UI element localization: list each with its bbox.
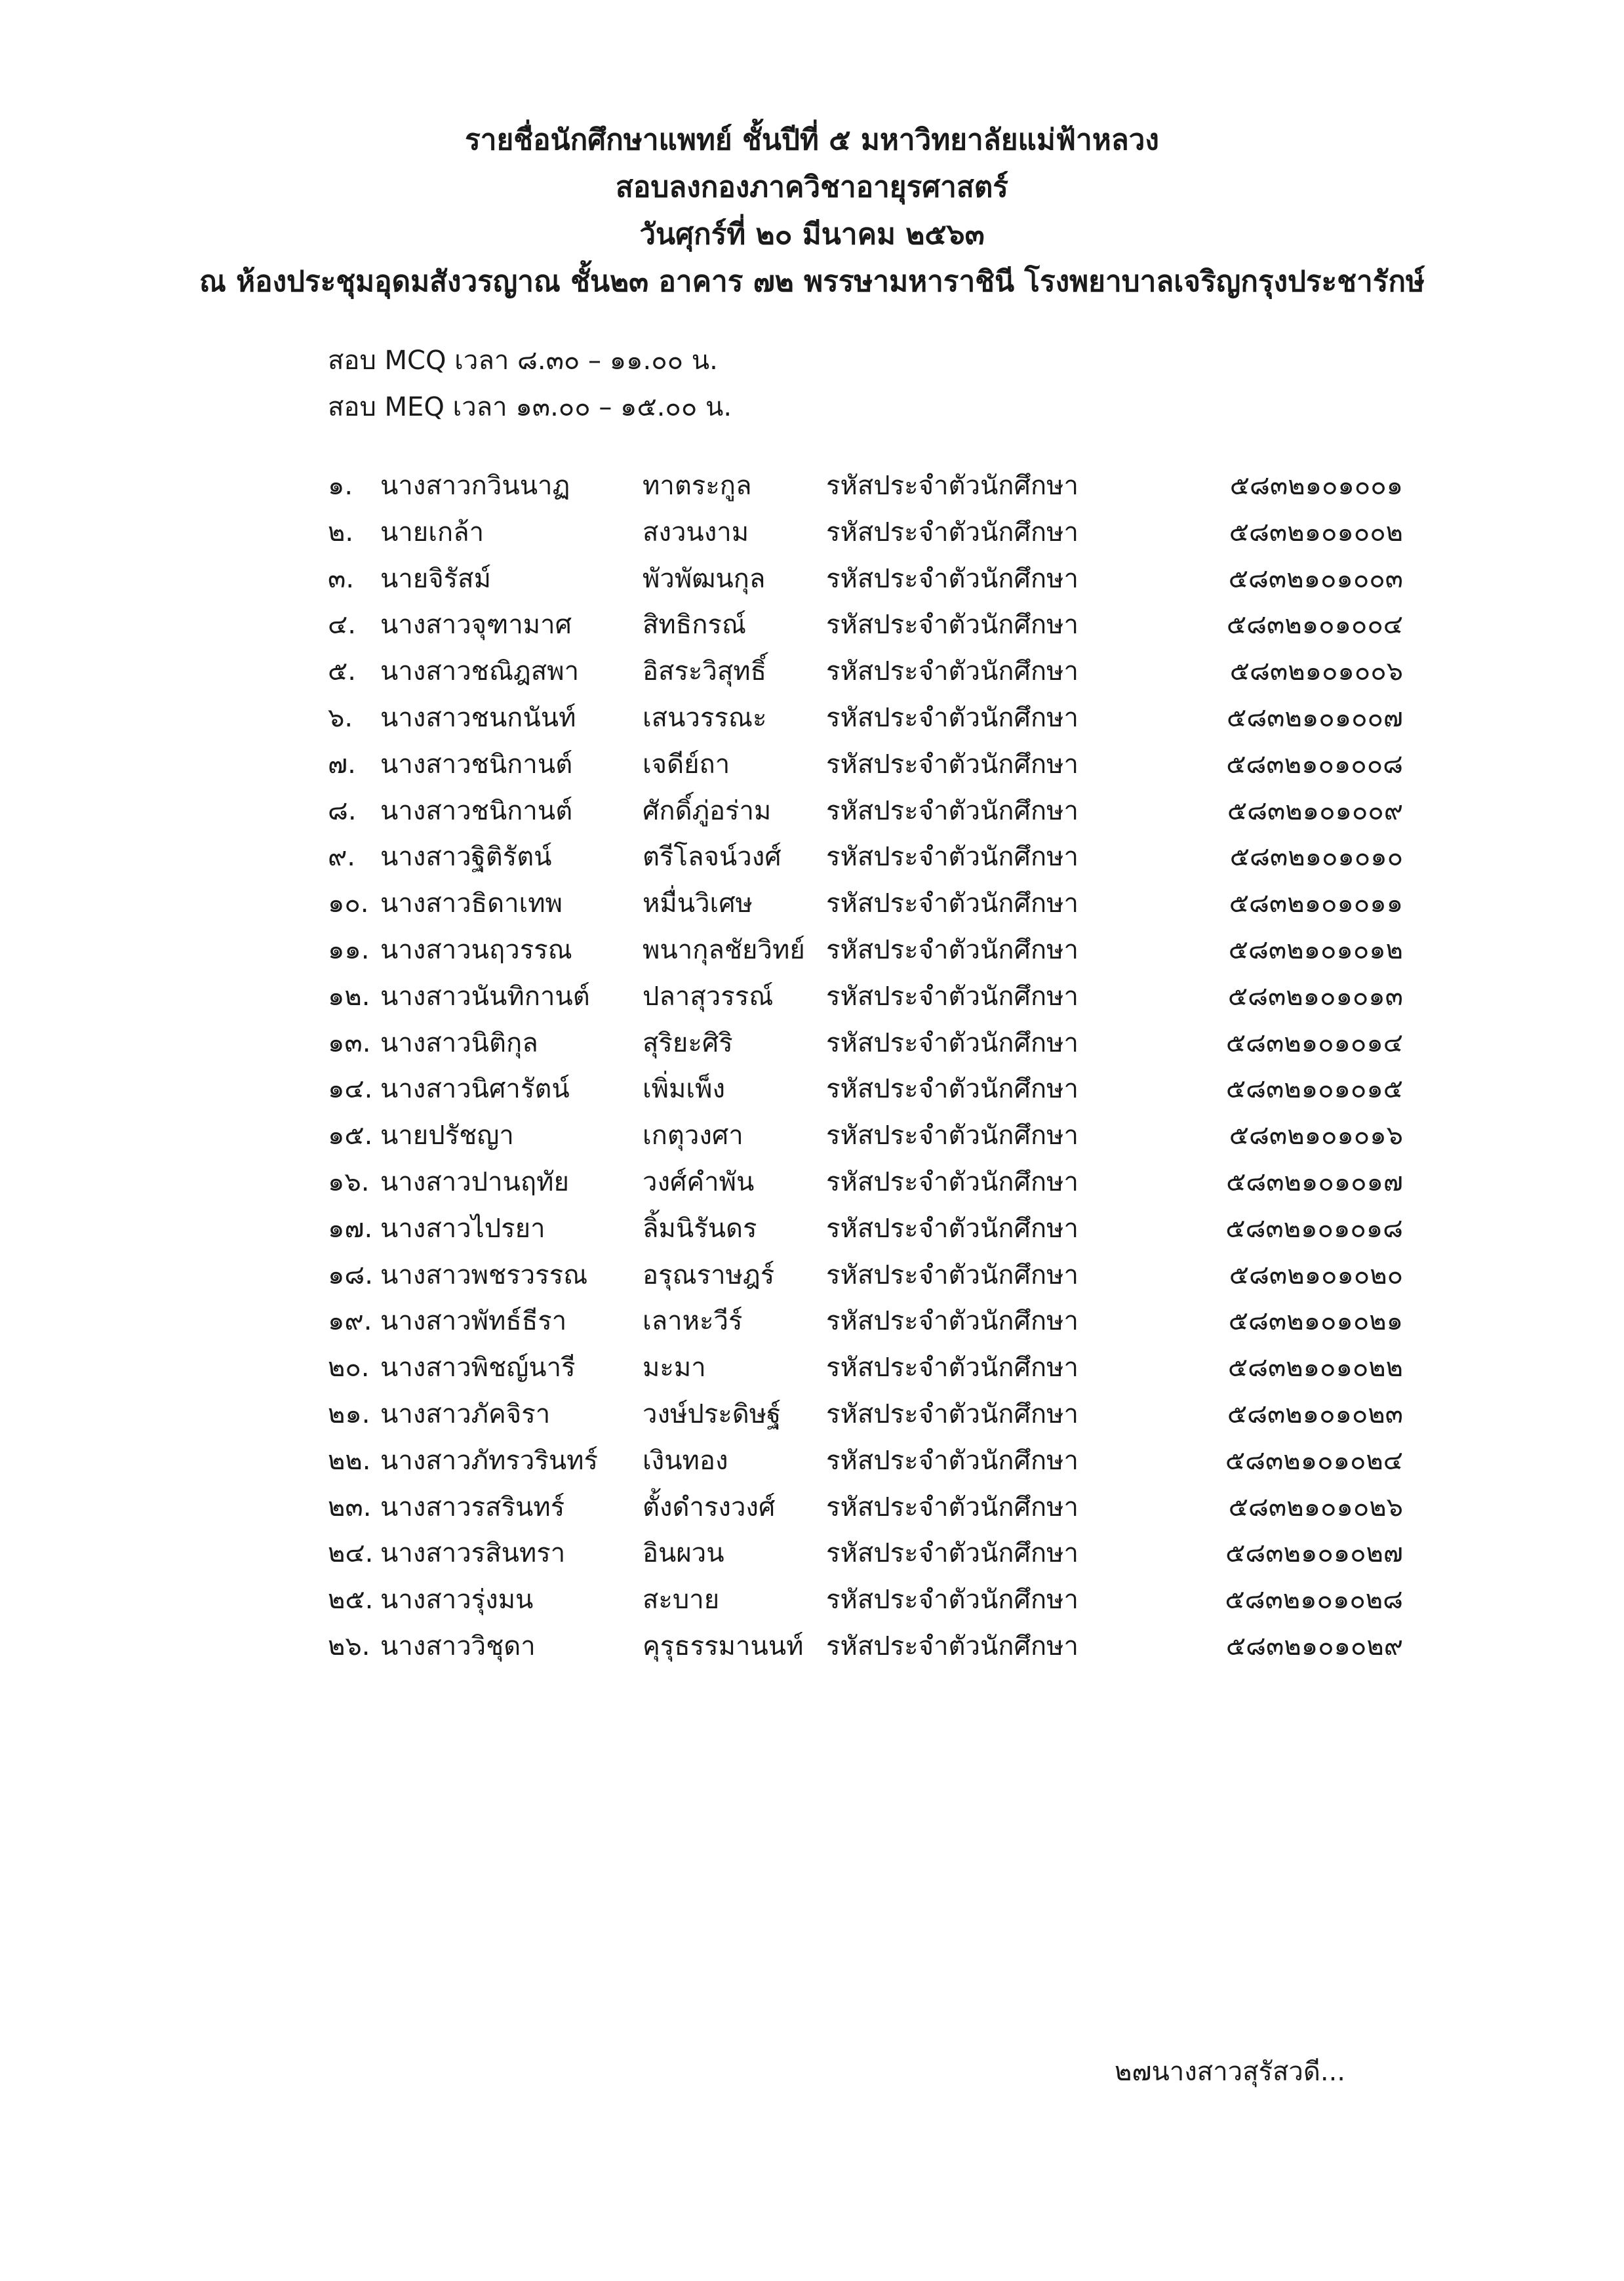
student-row xyxy=(328,556,1403,603)
student-id-label: รหัสประจำตัวนักศึกษา xyxy=(826,888,1079,919)
student-id: ๕๘๓๒๑๐๑๐๒๑ xyxy=(1228,1306,1403,1337)
student-last-name: ปลาสุวรรณ์ xyxy=(643,981,774,1012)
student-first-name: นางสาวจุฑามาศ xyxy=(380,610,572,641)
student-id: ๕๘๓๒๑๐๑๐๒๙ xyxy=(1225,1631,1403,1661)
student-id-label: รหัสประจำตัวนักศึกษา xyxy=(826,702,1079,733)
student-id: ๕๘๓๒๑๐๑๐๐๓ xyxy=(1228,563,1403,594)
student-first-name: นางสาวรสรินทร์ xyxy=(380,1492,565,1522)
student-id-label: รหัสประจำตัวนักศึกษา xyxy=(826,610,1079,641)
student-id-label: รหัสประจำตัวนักศึกษา xyxy=(826,1585,1079,1616)
student-row xyxy=(328,1345,1403,1391)
student-number: ๒๒. xyxy=(328,1445,371,1476)
student-id: ๕๘๓๒๑๐๑๐๒๓ xyxy=(1227,1398,1403,1429)
student-id-label: รหัสประจำตัวนักศึกษา xyxy=(826,563,1079,594)
student-row xyxy=(328,1484,1403,1531)
student-row xyxy=(328,1066,1403,1113)
student-first-name: นางสาวนฤวรรณ xyxy=(380,934,572,965)
student-last-name: ศักดิ์ภู่อร่าม xyxy=(643,795,772,826)
student-row xyxy=(328,1113,1403,1159)
student-row xyxy=(328,881,1403,927)
student-id-label: รหัสประจำตัวนักศึกษา xyxy=(826,1213,1079,1244)
student-last-name: เลาหะวีร์ xyxy=(643,1306,743,1337)
student-row xyxy=(328,1206,1403,1252)
student-row xyxy=(328,602,1403,648)
student-id-label: รหัสประจำตัวนักศึกษา xyxy=(826,1166,1079,1197)
student-first-name: นางสาวนิติกุล xyxy=(380,1027,538,1058)
student-last-name: วงษ์ประดิษฐ์ xyxy=(643,1398,782,1429)
student-row xyxy=(328,927,1403,974)
student-last-name: วงศ์คำพัน xyxy=(643,1166,755,1197)
student-number: ๒๐. xyxy=(328,1353,370,1383)
student-id: ๕๘๓๒๑๐๑๐๑๒ xyxy=(1228,934,1403,965)
student-id: ๕๘๓๒๑๐๑๐๑๑ xyxy=(1229,888,1403,919)
student-number: ๔. xyxy=(328,610,356,641)
student-id-label: รหัสประจำตัวนักศึกษา xyxy=(826,1445,1079,1476)
student-row xyxy=(328,1252,1403,1299)
student-last-name: สุริยะศิริ xyxy=(643,1027,733,1058)
student-id: ๕๘๓๒๑๐๑๐๒๖ xyxy=(1228,1492,1403,1522)
student-first-name: นางสาวชนิกานต์ xyxy=(380,749,573,780)
schedule-mcq: สอบ MCQ เวลา ๘.๓๐ – ๑๑.๐๐ น. xyxy=(328,346,718,376)
document-header xyxy=(0,117,1624,306)
student-id: ๕๘๓๒๑๐๑๐๑๗ xyxy=(1226,1166,1403,1197)
student-number: ๑๔. xyxy=(328,1074,373,1105)
student-row xyxy=(328,1020,1403,1067)
student-id-label: รหัสประจำตัวนักศึกษา xyxy=(826,517,1079,547)
student-last-name: ทาตระกูล xyxy=(643,471,752,501)
student-first-name: นางสาวชณิฎสพา xyxy=(380,656,580,687)
student-id: ๕๘๓๒๑๐๑๐๑๕ xyxy=(1225,1074,1403,1105)
student-last-name: อินผวน xyxy=(643,1538,724,1569)
student-number: ๒. xyxy=(328,517,354,547)
student-first-name: นางสาวนันทิกานต์ xyxy=(380,981,590,1012)
student-id-label: รหัสประจำตัวนักศึกษา xyxy=(826,934,1079,965)
student-row xyxy=(328,788,1403,835)
student-id-label: รหัสประจำตัวนักศึกษา xyxy=(826,656,1079,687)
student-row xyxy=(328,1391,1403,1438)
student-row xyxy=(328,974,1403,1020)
student-last-name: ลิ้มนิรันดร xyxy=(643,1213,757,1244)
student-first-name: นายเกล้า xyxy=(380,517,485,547)
student-row xyxy=(328,1159,1403,1206)
student-last-name: ตรีโลจน์วงศ์ xyxy=(643,842,782,873)
student-last-name: สงวนงาม xyxy=(643,517,749,547)
student-number: ๕. xyxy=(328,656,356,687)
student-last-name: เจดีย์ถา xyxy=(643,749,730,780)
student-first-name: นางสาวไปรยา xyxy=(380,1213,545,1244)
student-row xyxy=(328,695,1403,742)
student-number: ๑๗. xyxy=(328,1213,373,1244)
student-number: ๒๔. xyxy=(328,1538,374,1569)
student-number: ๖. xyxy=(328,702,353,733)
student-last-name: สิทธิกรณ์ xyxy=(643,610,747,641)
student-id: ๕๘๓๒๑๐๑๐๒๔ xyxy=(1225,1445,1403,1476)
student-number: ๒๖. xyxy=(328,1631,370,1661)
student-number: ๑๓. xyxy=(328,1027,371,1058)
student-first-name: นายปรัชญา xyxy=(380,1121,514,1151)
student-number: ๒๑. xyxy=(328,1398,370,1429)
student-first-name: นางสาวชนิกานต์ xyxy=(380,795,573,826)
student-row xyxy=(328,1577,1403,1623)
student-id-label: รหัสประจำตัวนักศึกษา xyxy=(826,1306,1079,1337)
student-id-label: รหัสประจำตัวนักศึกษา xyxy=(826,981,1079,1012)
student-last-name: เสนวรรณะ xyxy=(643,702,767,733)
student-id-label: รหัสประจำตัวนักศึกษา xyxy=(826,1492,1079,1522)
student-id-label: รหัสประจำตัวนักศึกษา xyxy=(826,1398,1079,1429)
student-id-label: รหัสประจำตัวนักศึกษา xyxy=(826,1631,1079,1661)
student-id-label: รหัสประจำตัวนักศึกษา xyxy=(826,1260,1079,1290)
header-exam-date: วันศุกร์ที่ ๒๐ มีนาคม ๒๕๖๓ xyxy=(639,218,985,251)
exam-schedule xyxy=(328,338,732,431)
student-id: ๕๘๓๒๑๐๑๐๑๐ xyxy=(1229,842,1403,873)
header-exam-subject: สอบลงกองภาควิชาอายุรศาสตร์ xyxy=(616,170,1008,204)
student-row xyxy=(328,1438,1403,1484)
student-id: ๕๘๓๒๑๐๑๐๐๘ xyxy=(1226,749,1403,780)
student-row xyxy=(328,463,1403,509)
student-first-name: นางสาวนิศารัตน์ xyxy=(380,1074,570,1105)
student-number: ๗. xyxy=(328,749,356,780)
student-id: ๕๘๓๒๑๐๑๐๐๙ xyxy=(1227,795,1403,826)
student-id: ๕๘๓๒๑๐๑๐๒๘ xyxy=(1225,1585,1403,1616)
student-id-label: รหัสประจำตัวนักศึกษา xyxy=(826,1121,1079,1151)
student-number: ๑๙. xyxy=(328,1306,372,1337)
student-number: ๘. xyxy=(328,795,357,826)
student-number: ๑. xyxy=(328,471,353,501)
student-row xyxy=(328,1298,1403,1345)
student-number: ๑๘. xyxy=(328,1260,373,1290)
student-number: ๙. xyxy=(328,842,356,873)
student-last-name: อิสระวิสุทธิ์ xyxy=(643,656,767,687)
student-last-name: สะบาย xyxy=(643,1585,720,1616)
student-id: ๕๘๓๒๑๐๑๐๐๖ xyxy=(1229,656,1403,687)
student-first-name: นางสาวพิชญ์นารี xyxy=(380,1353,576,1383)
student-number: ๑๒. xyxy=(328,981,370,1012)
student-last-name: พนากุลชัยวิทย์ xyxy=(643,934,805,965)
student-number: ๒๓. xyxy=(328,1492,372,1522)
student-id: ๕๘๓๒๑๐๑๐๒๗ xyxy=(1225,1538,1403,1569)
student-first-name: นางสาวชนกนันท์ xyxy=(380,702,576,733)
student-row xyxy=(328,742,1403,788)
student-id: ๕๘๓๒๑๐๑๐๐๑ xyxy=(1229,471,1403,501)
student-last-name: พัวพัฒนกุล xyxy=(643,563,766,594)
schedule-meq: สอบ MEQ เวลา ๑๓.๐๐ – ๑๕.๐๐ น. xyxy=(328,392,732,422)
student-first-name: นางสาวภัคจิรา xyxy=(380,1398,551,1429)
student-number: ๑๕. xyxy=(328,1121,373,1151)
student-id: ๕๘๓๒๑๐๑๐๐๒ xyxy=(1229,517,1403,547)
student-last-name: ตั้งดำรงวงศ์ xyxy=(643,1492,776,1522)
student-first-name: นางสาวฐิติรัตน์ xyxy=(380,842,552,873)
student-id-label: รหัสประจำตัวนักศึกษา xyxy=(826,471,1079,501)
student-id-label: รหัสประจำตัวนักศึกษา xyxy=(826,1074,1079,1105)
student-row xyxy=(328,1623,1403,1670)
student-first-name: นางสาวพชรวรรณ xyxy=(380,1260,588,1290)
student-first-name: นายจิรัสม์ xyxy=(380,563,491,594)
header-title: รายชื่อนักศึกษาแพทย์ ชั้นปีที่ ๕ มหาวิทยาลัยแม่ฟ้าหลวง xyxy=(465,123,1159,157)
student-number: ๑๖. xyxy=(328,1166,370,1197)
student-id-label: รหัสประจำตัวนักศึกษา xyxy=(826,749,1079,780)
student-last-name: เงินทอง xyxy=(643,1445,728,1476)
student-id: ๕๘๓๒๑๐๑๐๑๓ xyxy=(1227,981,1403,1012)
student-id: ๕๘๓๒๑๐๑๐๑๔ xyxy=(1225,1027,1403,1058)
student-id: ๕๘๓๒๑๐๑๐๑๖ xyxy=(1229,1121,1403,1151)
student-id-label: รหัสประจำตัวนักศึกษา xyxy=(826,1538,1079,1569)
student-last-name: คุรุธรรมานนท์ xyxy=(643,1631,804,1661)
student-id-label: รหัสประจำตัวนักศึกษา xyxy=(826,1353,1079,1383)
student-last-name: อรุณราษฎร์ xyxy=(643,1260,775,1290)
student-first-name: นางสาวภัทรวรินทร์ xyxy=(380,1445,599,1476)
student-id: ๕๘๓๒๑๐๑๐๒๒ xyxy=(1227,1353,1403,1383)
student-last-name: เพิ่มเพ็ง xyxy=(643,1074,725,1105)
student-first-name: นางสาวรุ่งมน xyxy=(380,1585,534,1616)
student-row xyxy=(328,509,1403,556)
student-last-name: หมื่นวิเศษ xyxy=(643,888,753,919)
student-id: ๕๘๓๒๑๐๑๐๐๗ xyxy=(1227,702,1403,733)
student-last-name: มะมา xyxy=(643,1353,706,1383)
student-first-name: นางสาววิชุดา xyxy=(380,1631,536,1661)
student-id-label: รหัสประจำตัวนักศึกษา xyxy=(826,795,1079,826)
student-first-name: นางสาวกวินนาฏ xyxy=(380,471,570,501)
student-first-name: นางสาวรสินทรา xyxy=(380,1538,566,1569)
student-number: ๑๑. xyxy=(328,934,370,965)
student-row xyxy=(328,834,1403,881)
student-row xyxy=(328,1530,1403,1577)
student-id: ๕๘๓๒๑๐๑๐๐๔ xyxy=(1226,610,1403,641)
student-id-label: รหัสประจำตัวนักศึกษา xyxy=(826,1027,1079,1058)
student-first-name: นางสาวปานฤทัย xyxy=(380,1166,569,1197)
student-id-label: รหัสประจำตัวนักศึกษา xyxy=(826,842,1079,873)
student-number: ๑๐. xyxy=(328,888,369,919)
header-exam-venue: ณ ห้องประชุมอุดมสังวรญาณ ชั้น๒๓ อาคาร ๗๒ พรรษามหาราชินี โรงพยาบาลเจริญกรุงประชารักษ์ xyxy=(199,265,1425,298)
student-id: ๕๘๓๒๑๐๑๐๑๘ xyxy=(1225,1213,1403,1244)
student-number: ๓. xyxy=(328,563,355,594)
student-last-name: เกตุวงศา xyxy=(643,1121,743,1151)
student-id: ๕๘๓๒๑๐๑๐๒๐ xyxy=(1229,1260,1403,1290)
student-number: ๒๕. xyxy=(328,1585,374,1616)
student-first-name: นางสาวธิดาเทพ xyxy=(380,888,563,919)
student-list xyxy=(328,463,1403,1670)
student-first-name: นางสาวพัทธ์ธีรา xyxy=(380,1306,567,1337)
continuation-note: ๒๗นางสาวสุรัสวดี... xyxy=(1115,2057,1346,2087)
student-row xyxy=(328,648,1403,695)
